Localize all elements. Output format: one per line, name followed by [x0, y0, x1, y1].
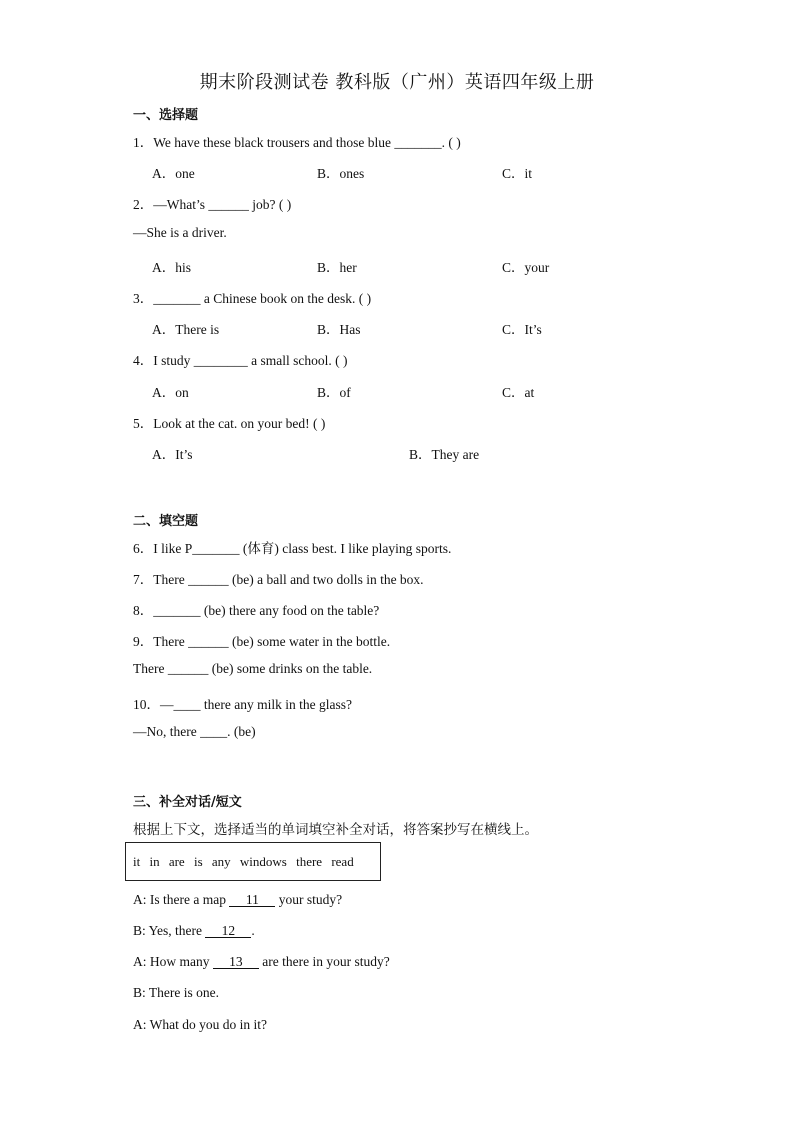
dialog-line-1-start: A: Is there a map [133, 892, 230, 907]
dialog-line-1-end: your study? [275, 892, 343, 907]
dialog-line-1 [133, 892, 342, 908]
q1-option-b: B．ones [317, 166, 365, 181]
q1-option-c: C．it [502, 166, 533, 181]
dialog-line-2-end: . [251, 923, 255, 938]
question-10: 10．—____ there any milk in the glass? [133, 697, 352, 712]
question-9: 9．There ______ (be) some water in the bottle. [133, 634, 391, 649]
q3-option-b: B．Has [317, 322, 361, 337]
question-4: 4．I study ________ a small school. ( ) [133, 353, 348, 368]
q5-option-a: A．It’s [152, 447, 193, 462]
blank-13[interactable]: 13 [213, 955, 259, 969]
dialog-line-3 [133, 954, 390, 970]
question-9-second: There ______ (be) some drinks on the table. [133, 661, 373, 676]
q4-option-c: C．at [502, 385, 535, 400]
question-3: 3．_______ a Chinese book on the desk. ( ) [133, 291, 372, 306]
page-title: 期末阶段测试卷 教科版（广州）英语四年级上册 [199, 72, 595, 93]
q3-option-a: A．There is [152, 322, 220, 337]
q2-option-b: B．her [317, 260, 357, 275]
question-6: 6．I like P_______ (体育) class best. I like playing sports. [133, 541, 452, 556]
question-2: 2．—What’s ______ job? ( ) [133, 197, 292, 212]
q1-option-a: A．one [152, 166, 195, 181]
question-8: 8．_______ (be) there any food on the table? [133, 603, 380, 618]
question-7: 7．There ______ (be) a ball and two dolls in the box. [133, 572, 424, 587]
question-2-reply: —She is a driver. [133, 225, 227, 240]
blank-12[interactable]: 12 [205, 924, 251, 938]
blank-11[interactable]: 11 [229, 893, 275, 907]
dialog-line-2-start: B: Yes, there [133, 923, 206, 938]
question-10-reply: —No, there ____. (be) [133, 724, 256, 739]
dialog-instruction: 根据上下文，选择适当的单词填空补全对话，将答案抄写在横线上。 [133, 822, 538, 838]
section-heading-choice: 一、选择题 [133, 108, 199, 123]
dialog-line-3-start: A: How many [133, 954, 213, 969]
question-5: 5．Look at the cat. on your bed! ( ) [133, 416, 326, 431]
dialog-line-3-end: are there in your study? [258, 954, 390, 969]
dialog-line-4: B: There is one. [133, 985, 219, 1000]
q3-option-c: C．It’s [502, 322, 542, 337]
section-heading-fill: 二、填空题 [133, 514, 199, 529]
section-heading-dialog: 三、补全对话/短文 [133, 795, 242, 810]
dialog-line-2 [133, 923, 255, 939]
q4-option-a: A．on [152, 385, 189, 400]
q5-option-b: B．They are [409, 447, 480, 462]
question-1: 1．We have these black trousers and those blue _______. ( ) [133, 135, 461, 150]
q2-option-c: C．your [502, 260, 550, 275]
q4-option-b: B．of [317, 385, 351, 400]
q2-option-a: A．his [152, 260, 192, 275]
word-bank-box: it in are is any windows there read [125, 842, 381, 881]
dialog-line-5: A: What do you do in it? [133, 1017, 267, 1032]
